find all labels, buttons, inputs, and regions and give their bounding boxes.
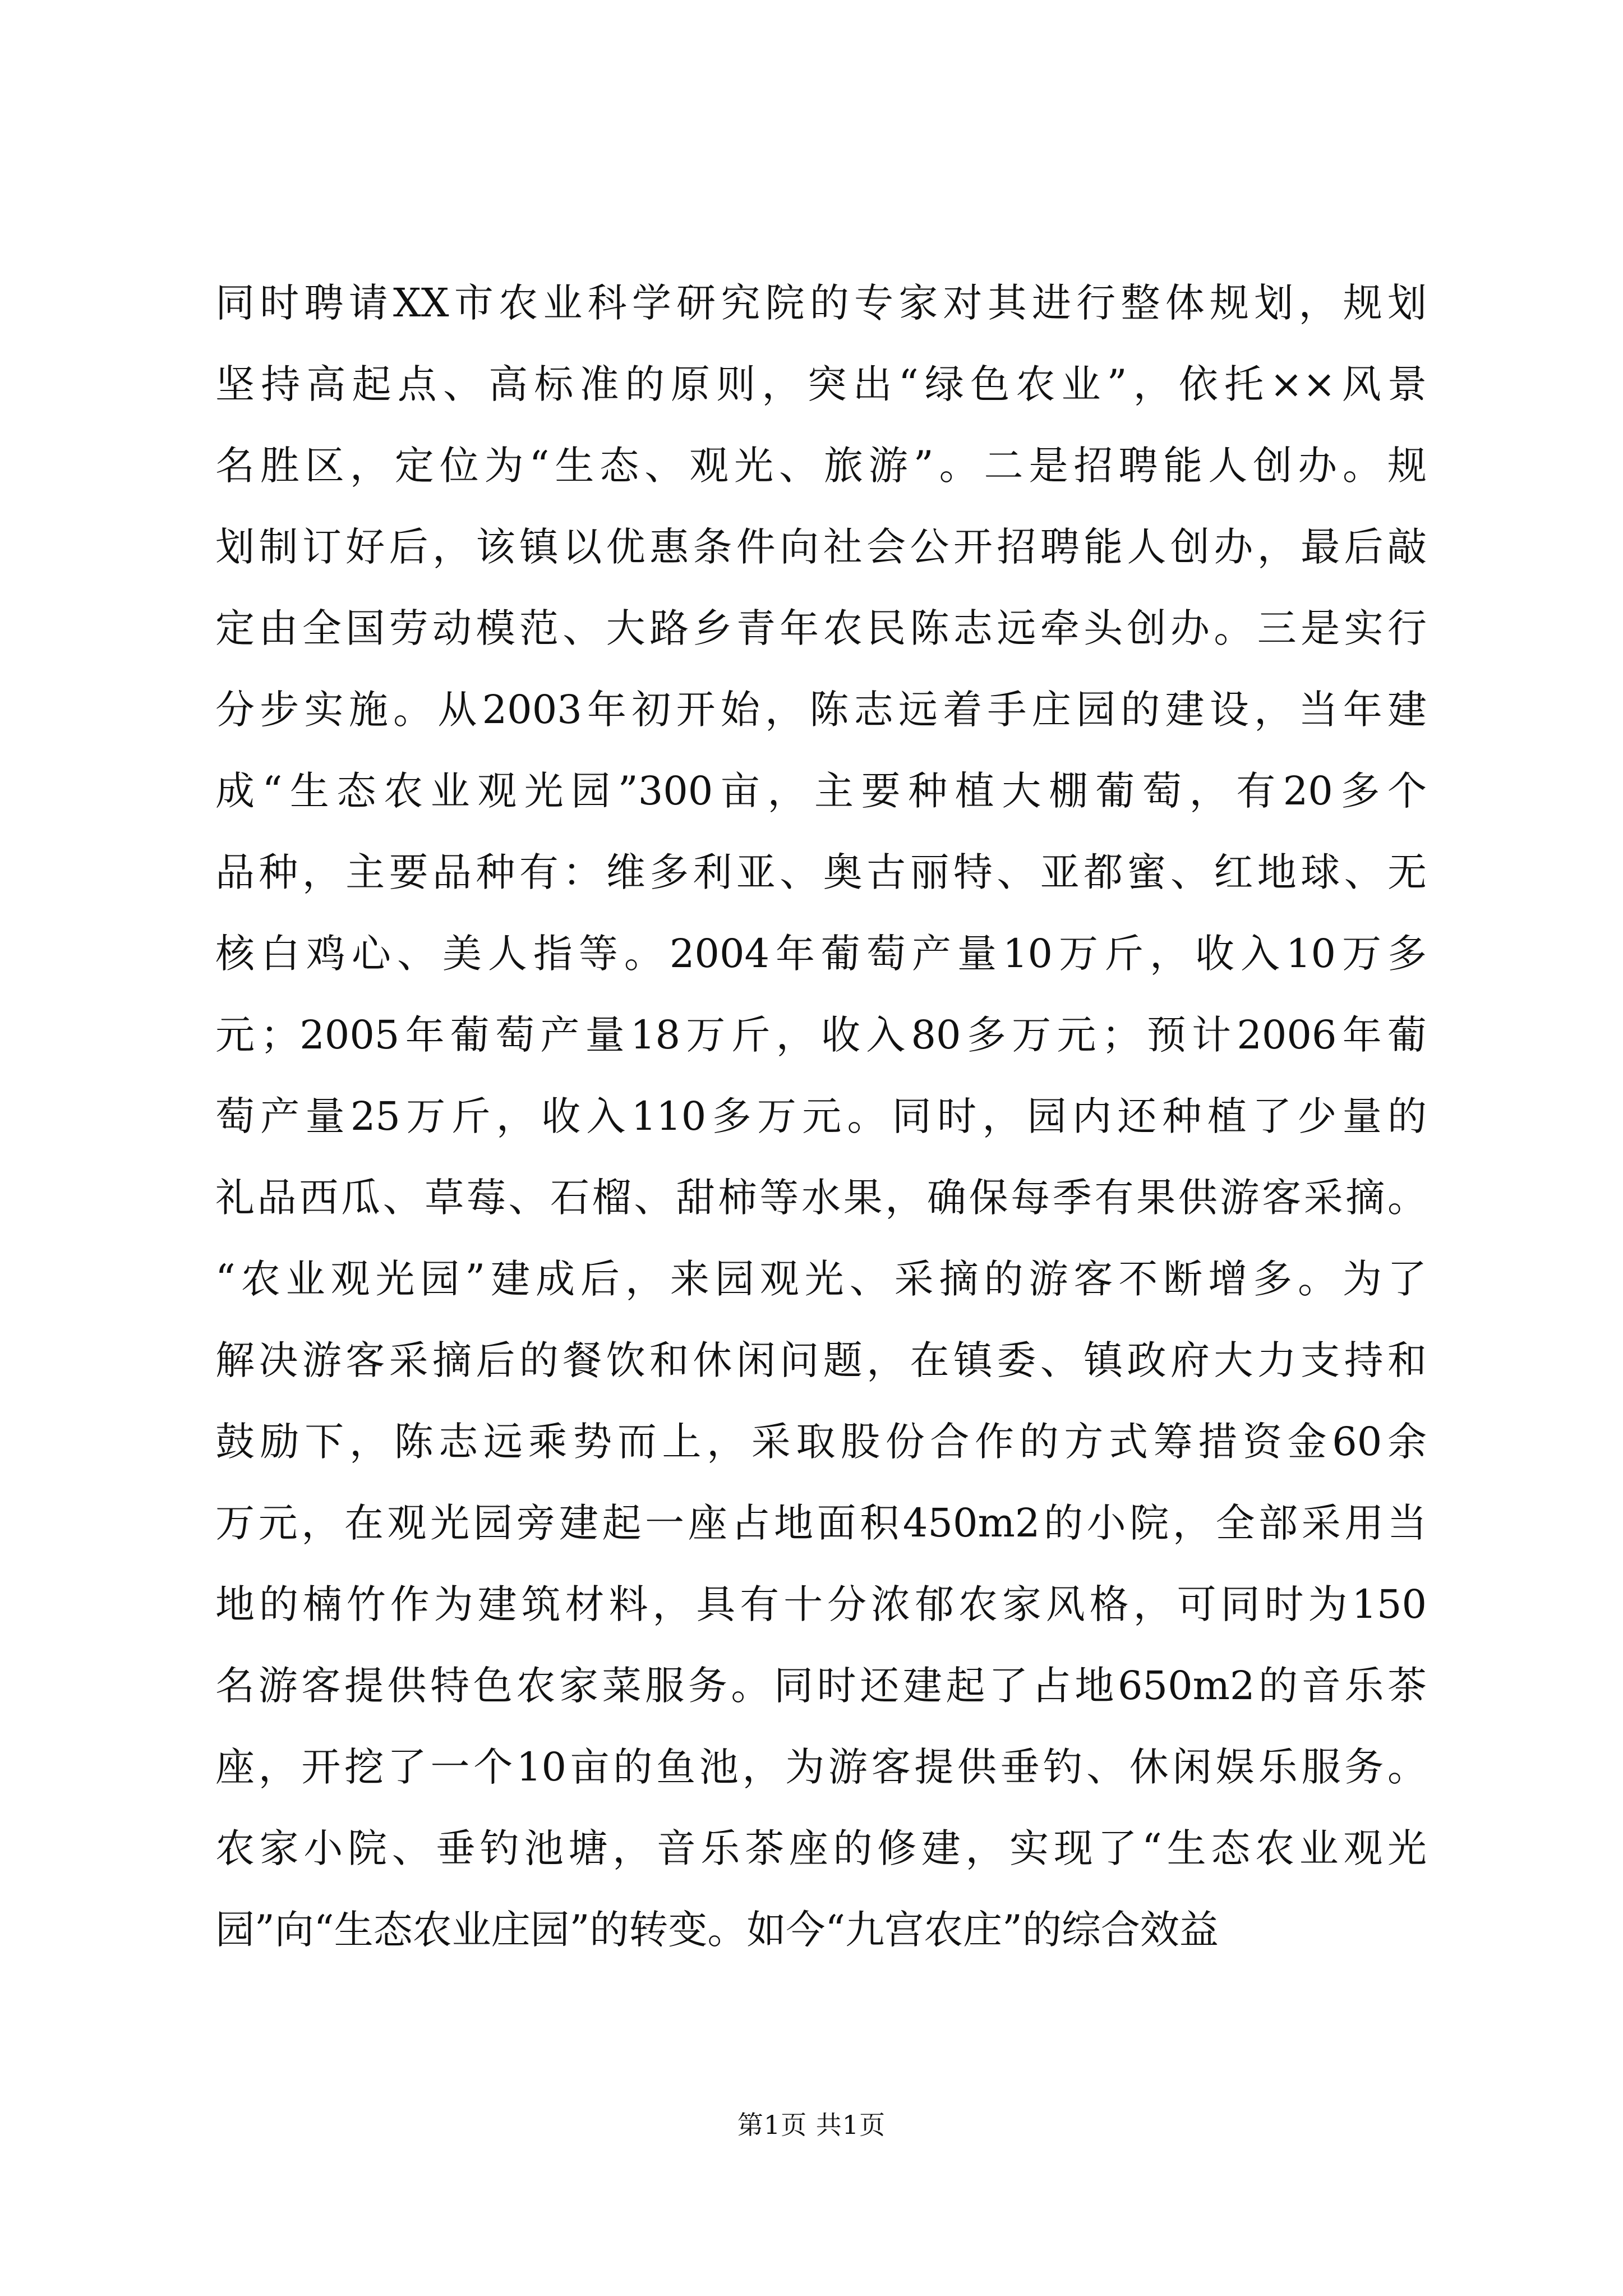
text-line: 园”向“生态农业庄园”的转变。如今“九宫农庄”的综合效益 xyxy=(215,1907,1219,1953)
body-text xyxy=(215,263,1427,1971)
text-line: 同时聘请XX市农业科学研究院的专家对其进行整体规划，规划 xyxy=(215,280,1427,326)
text-line: 地的楠竹作为建筑材料，具有十分浓郁农家风格，可同时为150 xyxy=(215,1581,1427,1627)
text-line: 元；2005年葡萄产量18万斤，收入80多万元；预计2006年葡 xyxy=(215,1012,1427,1058)
text-line: 万元，在观光园旁建起一座占地面积450m2的小院，全部采用当 xyxy=(215,1500,1427,1546)
text-line: 成“生态农业观光园”300亩，主要种植大棚葡萄，有20多个 xyxy=(215,768,1427,814)
text-line: 鼓励下，陈志远乘势而上，采取股份合作的方式筹措资金60余 xyxy=(215,1419,1427,1465)
text-line: 解决游客采摘后的餐饮和休闲问题，在镇委、镇政府大力支持和 xyxy=(215,1337,1427,1383)
page-footer: 第1页 共1页 xyxy=(737,2110,886,2140)
text-line: 农家小院、垂钓池塘，音乐茶座的修建，实现了“生态农业观光 xyxy=(215,1825,1427,1871)
text-line: 名游客提供特色农家菜服务。同时还建起了占地650m2的音乐茶 xyxy=(215,1663,1427,1709)
text-line: 坚持高起点、高标准的原则，突出“绿色农业”，依托××风景 xyxy=(215,361,1427,407)
text-line: 礼品西瓜、草莓、石榴、甜柿等水果，确保每季有果供游客采摘。 xyxy=(215,1175,1427,1221)
text-line: “农业观光园”建成后，来园观光、采摘的游客不断增多。为了 xyxy=(215,1256,1427,1302)
text-line: 核白鸡心、美人指等。2004年葡萄产量10万斤，收入10万多 xyxy=(215,931,1427,977)
text-line: 划制订好后，该镇以优惠条件向社会公开招聘能人创办，最后敲 xyxy=(215,524,1427,570)
text-line: 品种，主要品种有：维多利亚、奥古丽特、亚都蜜、红地球、无 xyxy=(215,849,1427,895)
text-line: 座，开挖了一个10亩的鱼池，为游客提供垂钓、休闲娱乐服务。 xyxy=(215,1744,1427,1790)
text-line: 名胜区，定位为“生态、观光、旅游”。二是招聘能人创办。规 xyxy=(215,443,1427,489)
text-line: 定由全国劳动模范、大路乡青年农民陈志远牵头创办。三是实行 xyxy=(215,605,1427,651)
text-line: 萄产量25万斤，收入110多万元。同时，园内还种植了少量的 xyxy=(215,1093,1427,1139)
text-line: 分步实施。从2003年初开始，陈志远着手庄园的建设，当年建 xyxy=(215,687,1427,733)
